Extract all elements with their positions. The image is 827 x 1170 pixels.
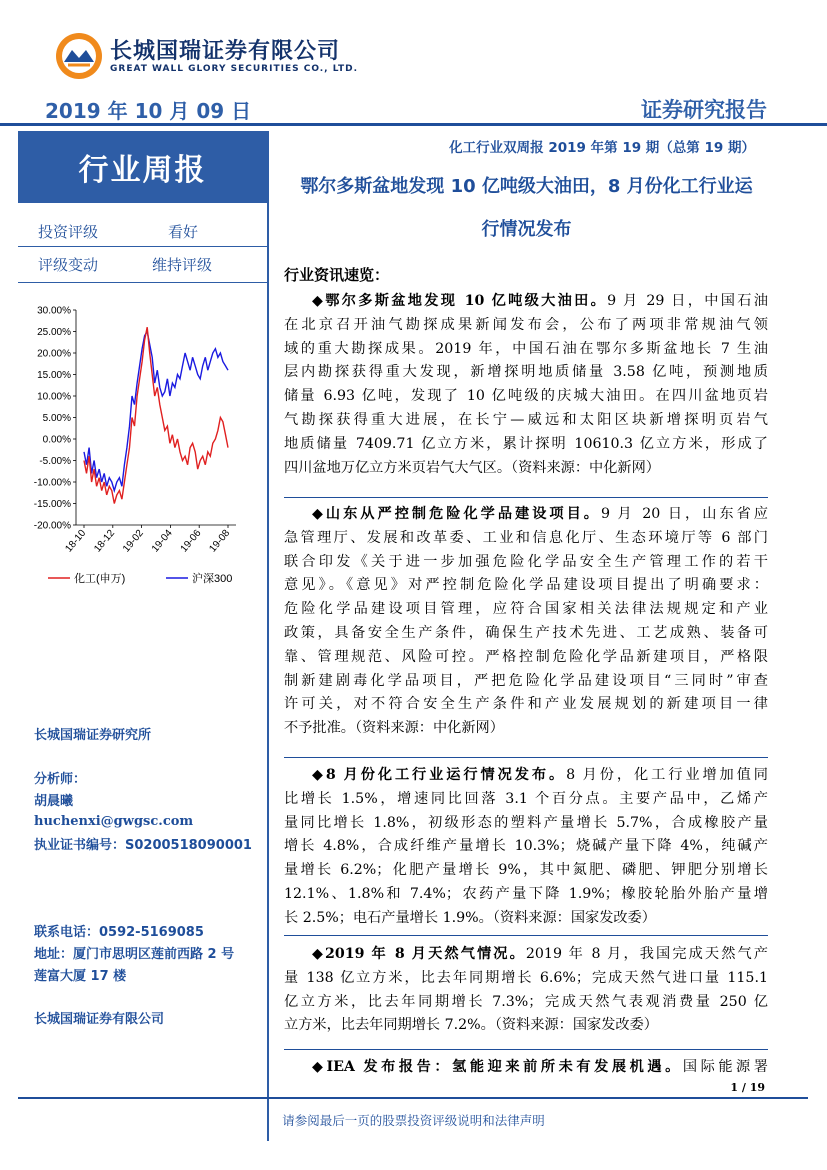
x-tick-label: 19-08 — [207, 527, 233, 555]
contact-address: 地址：厦门市思明区莲前西路 2 号 — [34, 947, 235, 962]
sidebar-company: 长城国瑞证券有限公司 — [34, 1012, 165, 1027]
x-tick-label: 18-12 — [92, 527, 118, 555]
rating-label: 投资评级 — [38, 223, 99, 241]
company-logo — [55, 32, 103, 80]
company-name-en: GREAT WALL GLORY SECURITIES CO., LTD. — [110, 64, 359, 74]
news-item-4: ◆2019 年 8 月天然气情况。2019 年 8 月，我国完成天然气产 量 138 亿立方米，比去年同期增长 6.6%；完成天然气进口量 115.1 亿立方米，比去年同期增长 7.3%；完成天然气表观消费量 250 亿 立方米，比去年同期增长 7.2%。（资料来源：国家发改委） — [284, 946, 768, 1034]
news-title: ◆鄂尔多斯盆地发现 10 亿吨级大油田。 — [312, 293, 608, 309]
page-number: 1 / 19 — [730, 1081, 765, 1094]
news-separator — [284, 1049, 768, 1050]
rating-change-label: 评级变动 — [38, 256, 99, 274]
news-separator — [284, 935, 768, 936]
analyst-cert: 执业证书编号：S0200518090001 — [34, 838, 252, 853]
x-tick-label: 19-06 — [178, 527, 204, 555]
rating-change-value: 维持评级 — [152, 256, 213, 274]
news-separator — [284, 757, 768, 758]
y-tick-label: 25.00% — [37, 327, 71, 338]
analyst-label: 分析师： — [34, 772, 87, 787]
y-tick-label: -20.00% — [33, 520, 71, 532]
contact-phone: 联系电话：0592-5169085 — [34, 925, 204, 940]
x-tick-label: 18-10 — [63, 527, 89, 555]
performance-chart — [18, 298, 267, 594]
news-title: ◆山东从严控制危险化学品建设项目。 — [312, 506, 602, 522]
y-tick-label: -10.00% — [33, 477, 71, 489]
y-tick-label: 0.00% — [42, 434, 71, 446]
headline-line-1: 鄂尔多斯盆地发现 10 亿吨级大油田，8 月份化工行业运 — [300, 176, 753, 197]
news-item-3: ◆8 月份化工行业运行情况发布。8 月份，化工行业增加值同 比增长 1.5%，增速同比回落 3.1 个百分点。主要产品中，乙烯产 量同比增长 1.8%，初级形态的塑料产量增长 5.7%，合成橡胶产量 增长 4.8%，合成纤维产量增长 10.3%；烧碱产量下降 4%，纯碱产 量增长 6.2%；化肥产量增长 9%，其中氮肥、磷肥、钾肥分别增长 12.1%、1.8%和 7.4%；农药产量下降 1.9%；橡胶轮胎外胎产量增 长 2.5%；电石产量增长 1.9%。（资料来源：国家发改委） — [284, 767, 768, 926]
x-tick-label: 19-02 — [121, 527, 146, 555]
footer-disclaimer: 请参阅最后一页的股票投资评级说明和法律声明 — [282, 1113, 545, 1128]
news-title: ◆2019 年 8 月天然气情况。 — [312, 946, 526, 962]
report-type: 证券研究报告 — [641, 98, 767, 122]
company-name-cn: 长城国瑞证券有限公司 — [110, 39, 341, 64]
analyst-name: 胡晨曦 — [34, 794, 74, 809]
x-tick-label: 19-04 — [149, 527, 175, 555]
news-title: ◆8 月份化工行业运行情况发布。 — [312, 767, 567, 783]
legend-label: 化工(申万) — [74, 573, 126, 585]
news-item-2: ◆山东从严控制危险化学品建设项目。9 月 20 日，山东省应 急管理厅、发展和改革委、工业和信息化厅、生态环境厅等 6 部门 联合印发《关于进一步加强危险化学品安全生产管理工作的若干 意见》。《意见》对严控制危险化学品建设项目提出了明确要求： 危险化学品建设项目管理，应符合国家相关法律法规规定和产业 政策，具备安全生产条件，确保生产技术先进、工艺成熟、装备可 靠、管理规范、风险可控。严格控制危险化学品新建项目，严格限 制新建剧毒化学品项目，严把危险化学品建设项目“三同时”审查 许可关，对不符合安全生产条件和产业发展规划的新建项目一律 不予批准。（资料来源：中化新网） — [284, 506, 768, 737]
news-item-1: ◆鄂尔多斯盆地发现 10 亿吨级大油田。9 月 29 日，中国石油 在北京召开油气勘探成果新闻发布会，公布了两项非常规油气领 域的重大勘探成果。2019 年，中国石油在鄂尔多斯盆地长 7 生油 层内勘探获得重大发现，新增探明地质储量 3.58 亿吨，预测地质 储量 6.93 亿吨，发现了 10 亿吨级的庆城大油田。在四川盆地页岩 气勘探获得重大进展，在长宁—威远和太阳区块新增探明页岩气 地质储量 7409.71 亿立方米，累计探明 10610.3 亿立方米，形成了 四川盆地万亿立方米页岩气大气区。（资料来源：中化新网） — [284, 293, 768, 476]
footer-rule — [18, 1097, 808, 1099]
series-line-1 — [84, 332, 228, 491]
institute-name: 长城国瑞证券研究所 — [34, 728, 152, 743]
rating-rule — [18, 246, 267, 247]
y-tick-label: 30.00% — [37, 305, 71, 317]
headline-line-2: 行情况发布 — [481, 219, 572, 240]
news-title: ◆IEA 发布报告：氢能迎来前所未有发展机遇。 — [312, 1059, 683, 1075]
rating-rule-bottom — [18, 282, 267, 283]
rating-value: 看好 — [168, 223, 199, 241]
analyst-email: huchenxi@gwgsc.com — [34, 814, 194, 829]
contact-address-2: 莲富大厦 17 楼 — [34, 969, 127, 984]
news-item-5: ◆IEA 发布报告：氢能迎来前所未有发展机遇。国际能源署 — [312, 1059, 768, 1075]
y-tick-label: 20.00% — [37, 348, 71, 360]
series-line: 化工行业双周报 2019 年第 19 期（总第 19 期） — [449, 140, 755, 156]
news-separator — [284, 497, 768, 498]
y-tick-label: 10.00% — [37, 391, 71, 403]
header-rule — [0, 123, 827, 126]
weekly-title: 行业周报 — [78, 153, 207, 188]
y-tick-label: -15.00% — [33, 499, 71, 510]
y-tick-label: -5.00% — [39, 456, 71, 467]
y-tick-label: 15.00% — [37, 370, 71, 381]
overview-label: 行业资讯速览： — [284, 266, 390, 284]
report-date: 2019 年 10 月 09 日 — [45, 99, 252, 123]
legend-label: 沪深300 — [192, 573, 233, 585]
sidebar-divider — [267, 131, 269, 1141]
y-tick-label: 5.00% — [42, 413, 71, 424]
